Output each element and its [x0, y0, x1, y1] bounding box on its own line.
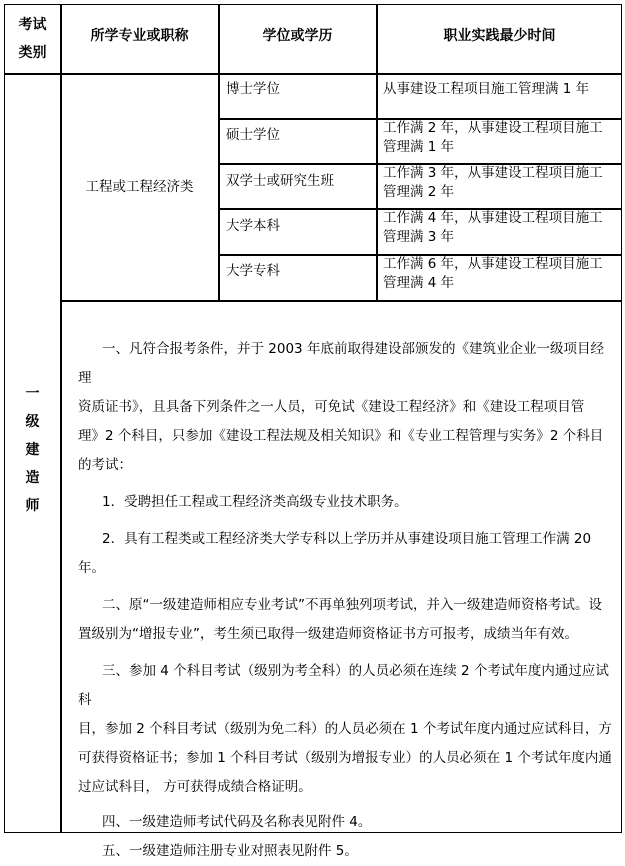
header-practice-time: 职业实践最少时间 [443, 28, 556, 44]
practice-cell [383, 119, 621, 157]
category-char: 师 [25, 498, 40, 514]
note-3-line: 三、参加 4 个科目考试（级别为考全科）的人员必须在连续 2 个考试年度内通过应试科 [78, 663, 609, 708]
note-5: 五、一级建造师注册专业对照表见附件 5。 [102, 843, 358, 859]
category-char: 造 [25, 470, 40, 486]
degree-text: 博士学位 [226, 81, 280, 97]
note-1-item-1: 1．受聘担任工程或工程经济类高级专业技术职务。 [102, 494, 408, 510]
major-text: 工程或工程经济类 [85, 178, 194, 195]
category-char: 一 [25, 386, 40, 402]
notes-section [62, 335, 622, 866]
practice-line: 管理满 3 年 [383, 229, 455, 245]
category-char: 级 [25, 414, 40, 430]
practice-cell [383, 209, 621, 247]
note-3-line: 可获得资格证书；参加 1 个科目考试（级别为增报专业）的人员必须在 1 个考试年度内通 [78, 750, 612, 766]
note-4: 四、一级建造师考试代码及名称表见附件 4。 [102, 814, 372, 830]
degree-cell [226, 262, 376, 281]
category-char: 建 [25, 442, 40, 458]
practice-line: 工作满 6 年，从事建设工程项目施工 [383, 256, 603, 272]
degree-text: 大学本科 [226, 218, 280, 234]
category-label [5, 375, 60, 525]
practice-line: 工作满 3 年，从事建设工程项目施工 [383, 165, 603, 181]
practice-line: 工作满 4 年，从事建设工程项目施工 [383, 210, 603, 226]
note-1-line: 理》2 个科目，只参加《建设工程法规及相关知识》和《专业工程管理与实务》2 个科目 [78, 428, 604, 444]
practice-cell [383, 255, 621, 293]
degree-cell [226, 80, 376, 99]
notes-divider [60, 300, 622, 302]
degree-cell [226, 217, 376, 236]
note-1-line: 一、凡符合报考条件，并于 2003 年底前取得建设部颁发的《建筑业企业一级项目经理 [78, 341, 604, 386]
degree-text: 硕士学位 [226, 127, 280, 143]
note-3-line: 目，参加 2 个科目考试（级别为免二科）的人员必须在 1 个考试年度内通过应试科目，方 [78, 721, 612, 737]
practice-line: 从事建设工程项目施工管理满 1 年 [383, 81, 590, 97]
note-3-line: 过应试科目， 方可获得成绩合格证明。 [78, 779, 312, 795]
practice-line: 管理满 4 年 [383, 275, 455, 291]
note-1-line: 资质证书》，且具备下列条件之一人员，可免试《建设工程经济》和《建设工程项目管 [78, 399, 585, 415]
degree-text: 双学士或研究生班 [226, 173, 334, 189]
practice-cell [383, 164, 621, 202]
note-2-line: 二、原“一级建造师相应专业考试”不再单独列项考试，并入一级建造师资格考试。设 [102, 597, 602, 613]
degree-cell [226, 172, 376, 191]
practice-line: 管理满 1 年 [383, 139, 455, 155]
degree-text: 大学专科 [226, 263, 280, 279]
practice-line: 工作满 2 年，从事建设工程项目施工 [383, 120, 603, 136]
header-exam-category-line1: 考试 [18, 17, 47, 33]
major-cell [61, 74, 218, 300]
note-1-item-2: 2．具有工程类或工程经济类大学专科以上学历并从事建设项目施工管理工作满 20 年。 [78, 531, 592, 576]
header-exam-category-line2: 类别 [18, 45, 47, 61]
degree-cell [226, 126, 376, 145]
note-1-line: 的考试： [78, 457, 132, 473]
practice-line: 管理满 2 年 [383, 184, 455, 200]
header-degree: 学位或学历 [262, 28, 333, 44]
header-exam-category [5, 5, 60, 73]
practice-cell [383, 80, 621, 99]
header-major: 所学专业或职称 [90, 28, 189, 44]
note-2-line: 置级别为“增报专业”，考生须已取得一级建造师资格证书方可报考，成绩当年有效。 [78, 626, 578, 642]
